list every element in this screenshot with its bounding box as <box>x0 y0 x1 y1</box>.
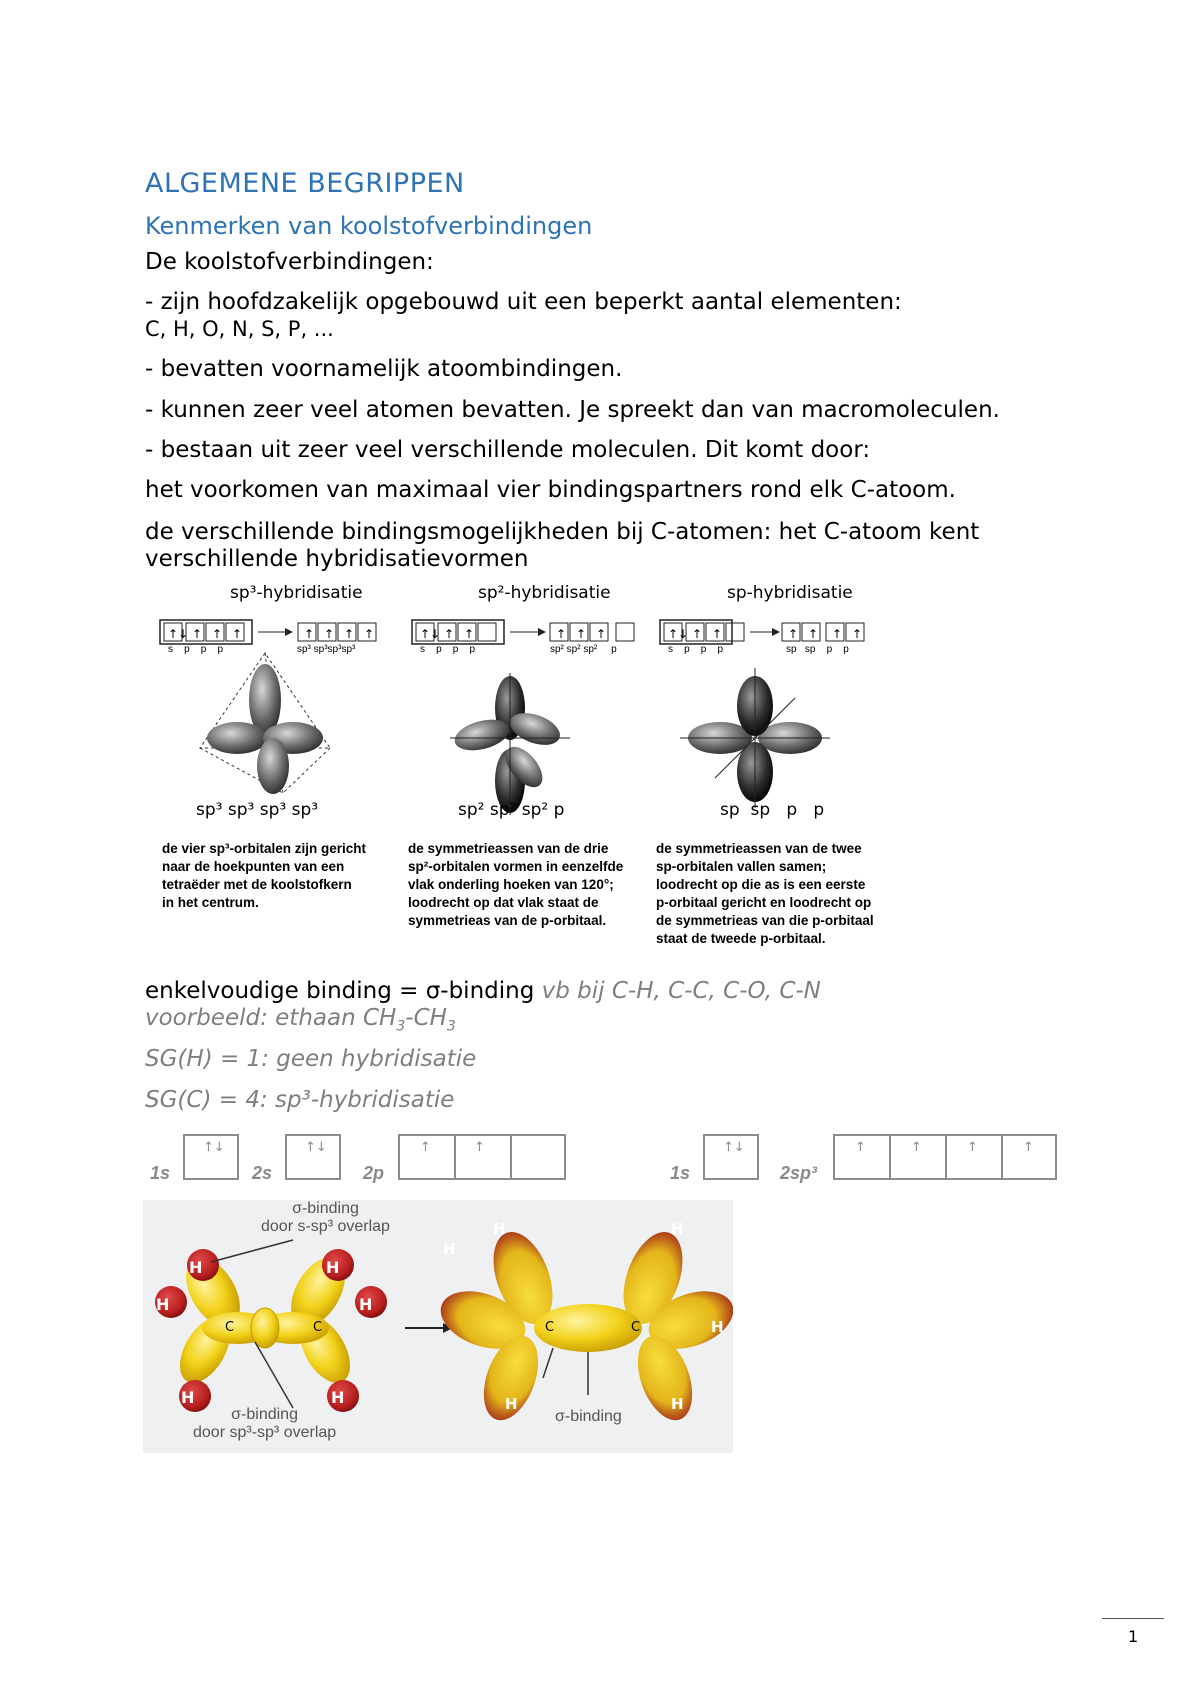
atom-h: H <box>505 1395 518 1413</box>
footer-rule <box>1102 1618 1164 1619</box>
text-binding-partners: het voorkomen van maximaal vier bindingspartners rond elk C-atoom. <box>145 477 956 503</box>
sg-hydrogen: SG(H) = 1: geen hybridisatie <box>145 1046 477 1072</box>
sg-carbon: SG(C) = 4: sp³-hybridisatie <box>145 1087 455 1113</box>
svg-text:↑: ↑ <box>596 627 607 641</box>
atom-h: H <box>181 1388 195 1407</box>
svg-text:↑: ↑ <box>808 627 819 641</box>
atom-c: C <box>631 1320 641 1335</box>
intro-text: De koolstofverbindingen: <box>145 249 434 275</box>
caption-line: sp²-orbitalen vormen in eenzelfde <box>408 859 624 874</box>
sp3-box-diagram <box>160 620 376 644</box>
ethane-sigma-figure <box>143 1200 733 1453</box>
atom-h: H <box>326 1258 340 1277</box>
sp-caption <box>656 840 874 948</box>
svg-text:↑: ↑ <box>364 627 375 641</box>
subscript: 3 <box>396 1018 406 1035</box>
atom-h: H <box>443 1240 456 1258</box>
atom-h: H <box>493 1220 506 1238</box>
single-bond-examples: vb bij C-H, C-C, C-O, C-N <box>534 978 821 1004</box>
page-number: 1 <box>1128 1627 1139 1646</box>
section-heading: Kenmerken van koolstofverbindingen <box>145 212 593 240</box>
caption-line: de vier sp³-orbitalen zijn gericht <box>162 841 367 856</box>
sp-title: sp-hybridisatie <box>727 583 853 603</box>
orbital-box-1s <box>183 1134 239 1180</box>
svg-text:↑: ↑ <box>324 627 335 641</box>
sp2-orbitals <box>450 673 570 815</box>
caption-line: p-orbitaal gericht en loodrecht op <box>656 895 872 910</box>
atom-h: H <box>359 1295 373 1314</box>
caption-line: de symmetrieassen van de drie <box>408 841 609 856</box>
sp3-box-labels-right: sp³ sp³sp³sp³ <box>297 644 356 655</box>
sp3-title: sp³-hybridisatie <box>230 583 363 603</box>
atom-h: H <box>331 1388 345 1407</box>
text-hybridisation-2: verschillende hybridisatievormen <box>145 546 529 572</box>
caption-line: de symmetrieas van die p-orbitaal <box>656 913 874 928</box>
bullet-elements: - zijn hoofdzakelijk opgebouwd uit een beperkt aantal elementen: <box>145 289 902 315</box>
sp-orbital-labels: sp sp p p <box>720 800 825 820</box>
hybrid-orbital-drawings <box>150 608 910 818</box>
label-s-sp3-overlap <box>261 1200 390 1236</box>
subscript: 3 <box>446 1018 456 1035</box>
arrow-pair: ↑↓ <box>203 1140 225 1155</box>
page-title: ALGEMENE BEGRIPPEN <box>145 168 465 199</box>
sp3-tetrahedron <box>200 653 330 794</box>
svg-text:↑: ↑ <box>712 627 723 641</box>
sp-orbitals <box>680 668 830 808</box>
caption-line: vlak onderling hoeken van 120°; <box>408 877 614 892</box>
orbital-box-1s-hybrid <box>703 1134 759 1180</box>
arrow-single: ↑ <box>967 1140 978 1155</box>
orbital-box-2p <box>398 1134 566 1180</box>
caption-line: sp-orbitalen vallen samen; <box>656 859 827 874</box>
svg-text:↑: ↑ <box>788 627 799 641</box>
svg-text:↑: ↑ <box>832 627 843 641</box>
sp2-box-labels-left: s p p p <box>420 644 476 655</box>
caption-line: tetraëder met de koolstofkern <box>162 877 352 892</box>
svg-text:↑: ↑ <box>444 627 455 641</box>
atom-h: H <box>711 1318 724 1336</box>
label-line: door s-sp³ overlap <box>261 1218 390 1235</box>
caption-line: naar de hoekpunten van een <box>162 859 345 874</box>
svg-text:↑: ↑ <box>556 627 567 641</box>
arrow-single: ↑ <box>911 1140 922 1155</box>
bullet-molecules: - bestaan uit zeer veel verschillende moleculen. Dit komt door: <box>145 437 871 463</box>
bullet-macromolecules: - kunnen zeer veel atomen bevatten. Je spreekt dan van macromoleculen. <box>145 397 1000 423</box>
arrow-single: ↑ <box>420 1140 431 1155</box>
label-2s: 2s <box>252 1163 273 1183</box>
sp3-orbital-labels: sp³ sp³ sp³ sp³ <box>196 800 319 820</box>
svg-text:↑: ↑ <box>212 627 223 641</box>
caption-line: loodrecht op dat vlak staat de <box>408 895 599 910</box>
atom-c: C <box>313 1320 323 1335</box>
label-sigma-bond: σ-binding <box>555 1408 622 1425</box>
arrow-pair: ↑↓ <box>305 1140 327 1155</box>
arrow-single: ↑ <box>474 1140 485 1155</box>
caption-line: in het centrum. <box>162 895 259 910</box>
caption-line: loodrecht op die as is een eerste <box>656 877 866 892</box>
sp2-box-diagram <box>412 620 634 644</box>
svg-text:↑: ↑ <box>464 627 475 641</box>
label-2p: 2p <box>363 1163 385 1183</box>
label-1s-hybrid: 1s <box>670 1163 691 1183</box>
caption-line: staat de tweede p-orbitaal. <box>656 931 826 946</box>
svg-text:↑↓: ↑↓ <box>420 627 441 641</box>
atom-c: C <box>225 1320 235 1335</box>
bullet-elements-list: C, H, O, N, S, P, ... <box>145 317 334 341</box>
atom-h: H <box>671 1395 684 1413</box>
text-hybridisation-1: de verschillende bindingsmogelijkheden bij C-atomen: het C-atoom kent <box>145 519 980 545</box>
sp-box-diagram <box>660 620 864 644</box>
orbital-box-2sp3 <box>833 1134 1057 1180</box>
hybridisation-figure <box>150 578 910 948</box>
sp2-caption <box>408 840 623 930</box>
sp3-box-labels-left: s p p p <box>168 644 224 655</box>
example-ethane <box>145 1005 456 1041</box>
label-line: door sp³-sp³ overlap <box>193 1424 337 1441</box>
svg-text:↑: ↑ <box>852 627 863 641</box>
caption-line: de symmetrieassen van de twee <box>656 841 862 856</box>
example-formula: -CH <box>405 1005 447 1031</box>
label-line: σ-binding <box>292 1200 359 1217</box>
svg-text:↑: ↑ <box>344 627 355 641</box>
label-1s: 1s <box>150 1163 171 1183</box>
atom-h: H <box>189 1258 203 1277</box>
sp2-title: sp²-hybridisatie <box>478 583 611 603</box>
svg-text:↑: ↑ <box>304 627 315 641</box>
orbital-box-2s <box>285 1134 341 1180</box>
sp-box-labels-right: sp sp p p <box>786 644 849 655</box>
sp3-caption <box>162 840 366 912</box>
svg-text:↑: ↑ <box>576 627 587 641</box>
svg-text:↑↓: ↑↓ <box>168 627 189 641</box>
atom-c: C <box>545 1320 555 1335</box>
svg-text:↑: ↑ <box>692 627 703 641</box>
sp-box-labels-left: s p p p <box>668 644 724 655</box>
sp2-box-labels-right: sp² sp² sp² p <box>550 644 617 655</box>
label-line: σ-binding <box>231 1406 298 1423</box>
caption-line: symmetrieas van de p-orbitaal. <box>408 913 607 928</box>
svg-text:↑: ↑ <box>232 627 243 641</box>
label-sp3-sp3-overlap <box>193 1406 336 1442</box>
label-2sp3: 2sp³ <box>780 1163 818 1183</box>
arrow-single: ↑ <box>1023 1140 1034 1155</box>
sp2-orbital-labels: sp² sp² sp² p <box>458 800 565 820</box>
svg-text:↑↓: ↑↓ <box>668 627 689 641</box>
bullet-atomic-bonds: - bevatten voornamelijk atoombindingen. <box>145 356 623 382</box>
ethane-right <box>433 1224 733 1428</box>
arrow-single: ↑ <box>855 1140 866 1155</box>
example-label: voorbeeld: ethaan CH <box>145 1005 397 1031</box>
atom-h: H <box>156 1295 170 1314</box>
arrow-pair: ↑↓ <box>723 1140 745 1155</box>
atom-h: H <box>671 1220 684 1238</box>
single-bond-definition: enkelvoudige binding = σ-binding <box>145 978 535 1004</box>
single-bond-line <box>145 978 821 1005</box>
svg-text:↑: ↑ <box>192 627 203 641</box>
